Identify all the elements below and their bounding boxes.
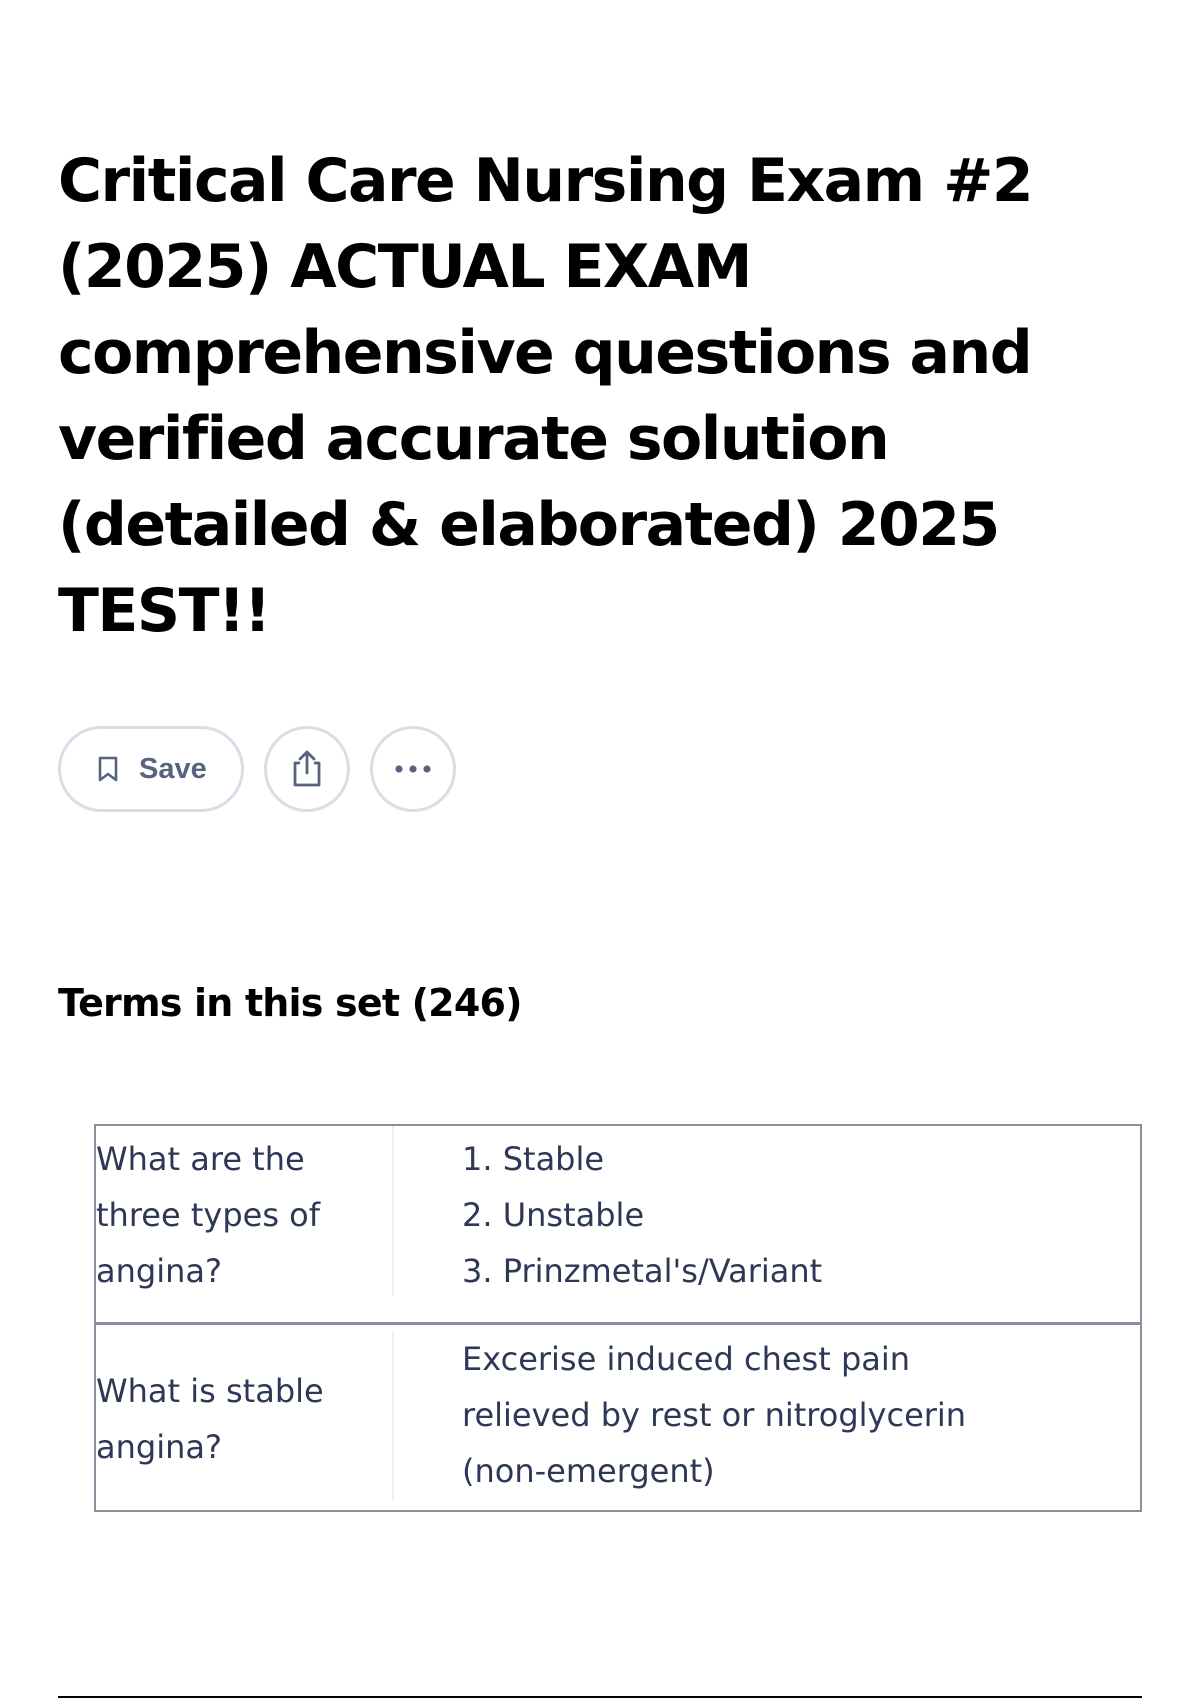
terms-heading: Terms in this set (246) <box>58 981 522 1025</box>
save-button[interactable] <box>58 726 244 812</box>
more-horizontal-icon <box>393 764 433 774</box>
save-label: Save <box>139 752 207 785</box>
share-icon <box>289 749 325 789</box>
definition-cell <box>394 1325 1140 1510</box>
definition-line: relieved by rest or nitroglycerin <box>462 1396 967 1434</box>
page-title <box>58 138 1118 654</box>
title-line: (detailed & elaborated) 2025 <box>58 490 999 560</box>
more-options-button[interactable] <box>370 726 456 812</box>
title-line: Critical Care Nursing Exam #2 <box>58 146 1033 216</box>
action-bar <box>58 726 456 812</box>
definition-line: (non-emergent) <box>462 1452 715 1490</box>
term-line: angina? <box>96 1252 222 1290</box>
term-line: What are the <box>96 1140 305 1178</box>
table-row[interactable] <box>96 1126 1140 1325</box>
bottom-divider <box>58 1696 1142 1698</box>
term-cell <box>96 1331 394 1501</box>
bookmark-icon <box>97 755 119 783</box>
table-row[interactable] <box>96 1325 1140 1510</box>
definition-line: 3. Prinzmetal's/Variant <box>462 1252 823 1290</box>
terms-table <box>94 1124 1142 1512</box>
definition-line: Excerise induced chest pain <box>462 1340 911 1378</box>
term-cell <box>96 1126 394 1296</box>
title-line: comprehensive questions and <box>58 318 1032 388</box>
title-line: (2025) ACTUAL EXAM <box>58 232 751 302</box>
term-line: three types of <box>96 1196 320 1234</box>
term-line: What is stable <box>96 1372 324 1410</box>
definition-line: 1. Stable <box>462 1140 605 1178</box>
title-line: TEST!! <box>58 576 270 646</box>
term-line: angina? <box>96 1428 222 1466</box>
share-button[interactable] <box>264 726 350 812</box>
title-line: verified accurate solution <box>58 404 889 474</box>
definition-line: 2. Unstable <box>462 1196 645 1234</box>
definition-cell <box>394 1126 1140 1322</box>
